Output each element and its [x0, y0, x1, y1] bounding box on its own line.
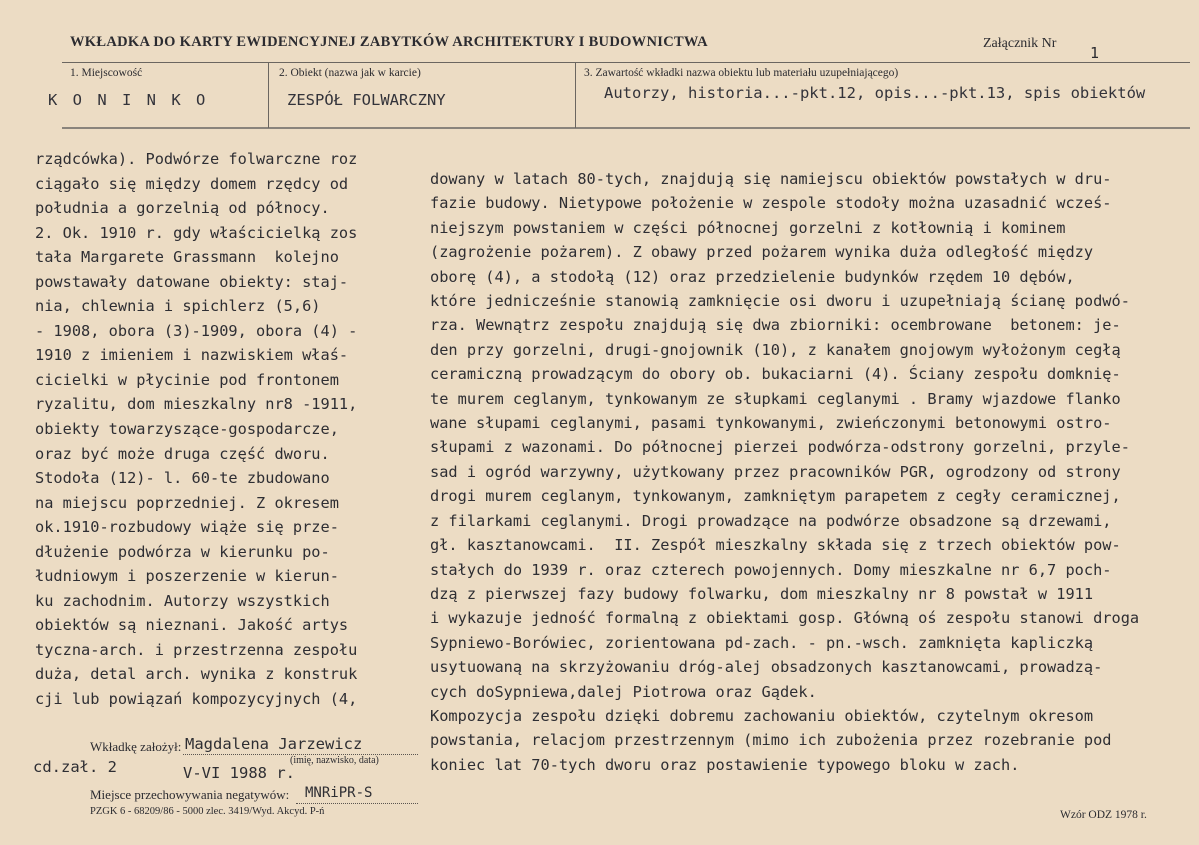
negatives-label: Miejsce przechowywania negatywów:: [90, 787, 290, 802]
left-text-column: [35, 147, 395, 712]
text-line: na miejscu poprzedniej. Z okresem: [35, 493, 339, 512]
text-line: cji lub powiązań kompozycyjnych (4,: [35, 690, 358, 709]
text-line: drogi murem ceglanym, tynkowanym, zamkniętym parapetem z cegły ceramicznej,: [430, 487, 1121, 506]
founded-by-value: Magdalena Jarzewicz: [185, 735, 363, 753]
text-line: cych doSypniewa,dalej Piotrowa oraz Gądek.: [430, 682, 817, 701]
text-line: dłużenie podwórza w kierunku po-: [35, 542, 330, 561]
text-line: które jednicześnie stanowią zamknięcie osi dworu i uzupełniają ścianę podwó-: [430, 292, 1130, 311]
text-line: den przy gorzelni, drugi-gnojownik (10), z kanałem gnojowym wyłożonym cegłą: [430, 340, 1121, 359]
text-line: duża, detal arch. wynika z konstruk: [35, 665, 358, 684]
contents-label: 3. Zawartość wkładki nazwa obiektu lub materiału uzupełniającego): [584, 67, 899, 79]
header-bottom-rule: [62, 127, 1190, 129]
text-line: południa a gorzelnią od północy.: [35, 199, 330, 218]
text-line: Kompozycja zespołu dzięki dobremu zachowaniu obiektów, czytelnym okresom: [430, 706, 1094, 725]
founded-by-hint: (imię, nazwisko, data): [290, 755, 379, 766]
continuation-label: cd.zał. 2: [33, 758, 117, 776]
text-line: z filarkami ceglanymi. Drogi prowadzące na podwórze obsadzone są drzewami,: [430, 511, 1112, 530]
text-line: sad i ogród warzywny, użytkowany przez pracowników PGR, ogrodzony od strony: [430, 462, 1121, 481]
text-line: Stodoła (12)- l. 60-te zbudowano: [35, 469, 330, 488]
text-line: stałych do 1939 r. oraz czterech powojennych. Domy mieszkalne nr 6,7 poch-: [430, 560, 1112, 579]
header-top-rule: [62, 62, 1190, 63]
text-line: nia, chlewnia i spichlerz (5,6): [35, 297, 321, 316]
text-line: fazie budowy. Nietypowe położenie w zespole stodoły można uzasadnić wcześ-: [430, 194, 1112, 213]
text-line: dowany w latach 80-tych, znajdują się namiejscu obiektów powstałych w dru-: [430, 170, 1112, 188]
text-line: - 1908, obora (3)-1909, obora (4) -: [35, 321, 358, 340]
founded-by-label: Wkładkę założył:: [90, 739, 182, 754]
attachment-label: Załącznik Nr: [983, 36, 1057, 51]
text-line: Sypniewo-Borówiec, zorientowana pd-zach. - pn.-wsch. zamknięta kapliczką: [430, 633, 1094, 652]
right-text-column: [430, 167, 1199, 777]
form-title: WKŁADKA DO KARTY EWIDENCYJNEJ ZABYTKÓW ARCHITEKTURY I BUDOWNICTWA: [70, 34, 708, 50]
text-line: obiektów są nieznani. Jakość artys: [35, 616, 349, 635]
text-line: ku zachodnim. Autorzy wszystkich: [35, 591, 330, 610]
text-line: 1910 z imieniem i nazwiskiem właś-: [35, 346, 349, 365]
text-line: dzą z pierwszej fazy budowy folwarku, dom mieszkalny nr 8 powstał w 1911: [430, 584, 1094, 603]
text-line: (zagrożenie pożarem). Z obawy przed pożarem wynika duża odległość między: [430, 243, 1094, 262]
field-divider-1: [268, 62, 269, 128]
text-line: gł. kasztanowcami. II. Zespół mieszkalny składa się z trzech obiektów pow-: [430, 536, 1121, 555]
negatives-value: MNRiPR-S: [305, 785, 373, 801]
field-divider-2: [575, 62, 576, 128]
object-label: 2. Obiekt (nazwa jak w karcie): [279, 67, 421, 79]
text-line: 2. Ok. 1910 r. gdy właścicielką zos: [35, 223, 358, 242]
text-line: cicielki w płycinie pod frontonem: [35, 370, 339, 389]
text-line: ryzalitu, dom mieszkalny nr8 -1911,: [35, 395, 358, 414]
date-value: V-VI 1988 r.: [183, 764, 295, 782]
text-line: te murem ceglanym, tynkowanym ze słupkami ceglanymi . Bramy wjazdowe flanko: [430, 389, 1121, 408]
text-line: i wykazuje jedność formalną z obiektami gosp. Główną oś zespołu stanowi droga: [430, 609, 1140, 628]
location-label: 1. Miejscowość: [70, 67, 143, 79]
text-line: koniec lat 70-tych dworu oraz postawienie typowego bloku w zach.: [430, 755, 1020, 774]
text-line: łudniowym i poszerzenie w kierun-: [35, 567, 339, 586]
text-line: ok.1910-rozbudowy wiąże się prze-: [35, 518, 339, 537]
text-line: obiekty towarzyszące-gospodarcze,: [35, 420, 339, 439]
text-line: ceramiczną prowadzącym do obory ob. bukaciarni (4). Ściany zespołu domknię-: [430, 365, 1121, 384]
contents-value: Autorzy, historia...-pkt.12, opis...-pkt.13, spis obiektów: [604, 84, 1146, 102]
object-value: ZESPÓŁ FOLWARCZNY: [287, 91, 446, 109]
location-value: K O N I N K O: [48, 91, 209, 109]
text-line: oraz być może druga część dworu.: [35, 444, 330, 463]
form-code: Wzór ODZ 1978 r.: [1060, 809, 1147, 821]
attachment-number: 1: [1090, 44, 1100, 62]
text-line: powstawały datowane obiekty: staj-: [35, 272, 349, 291]
text-line: wane słupami ceglanymi, pasami tynkowanymi, zwieńczonymi betonowymi ostro-: [430, 414, 1112, 433]
text-line: słupami z wazonami. Do północnej pierzei podwórza-odstrony gorzelni, przyle-: [430, 438, 1130, 457]
text-line: ciągało się między domem rzędcy od: [35, 174, 349, 193]
negatives-line: [296, 803, 418, 804]
text-line: niejszym powstaniem w części północnej gorzelni z kotłownią i kominem: [430, 218, 1066, 237]
text-line: tyczna-arch. i przestrzenna zespołu: [35, 640, 358, 659]
text-line: rządcówka). Podwórze folwarczne roz: [35, 150, 358, 168]
text-line: powstania, relacjom przestrzennym (mimo ich zubożenia przez rozebranie pod: [430, 731, 1112, 750]
print-info: PZGK 6 - 68209/86 - 5000 zlec. 3419/Wyd. Akcyd. P-ń: [90, 806, 325, 817]
text-line: oborę (4), a stodołą (12) oraz przedzielenie budynków rzędem 10 dębów,: [430, 267, 1075, 286]
text-line: tała Margarete Grassmann kolejno: [35, 248, 339, 267]
text-line: rza. Wewnątrz zespołu znajdują się dwa zbiorniki: ocembrowane betonem: je-: [430, 316, 1121, 335]
text-line: usytuowaną na skrzyżowaniu dróg-alej obsadzonych kasztanowcami, prowadzą-: [430, 658, 1103, 677]
